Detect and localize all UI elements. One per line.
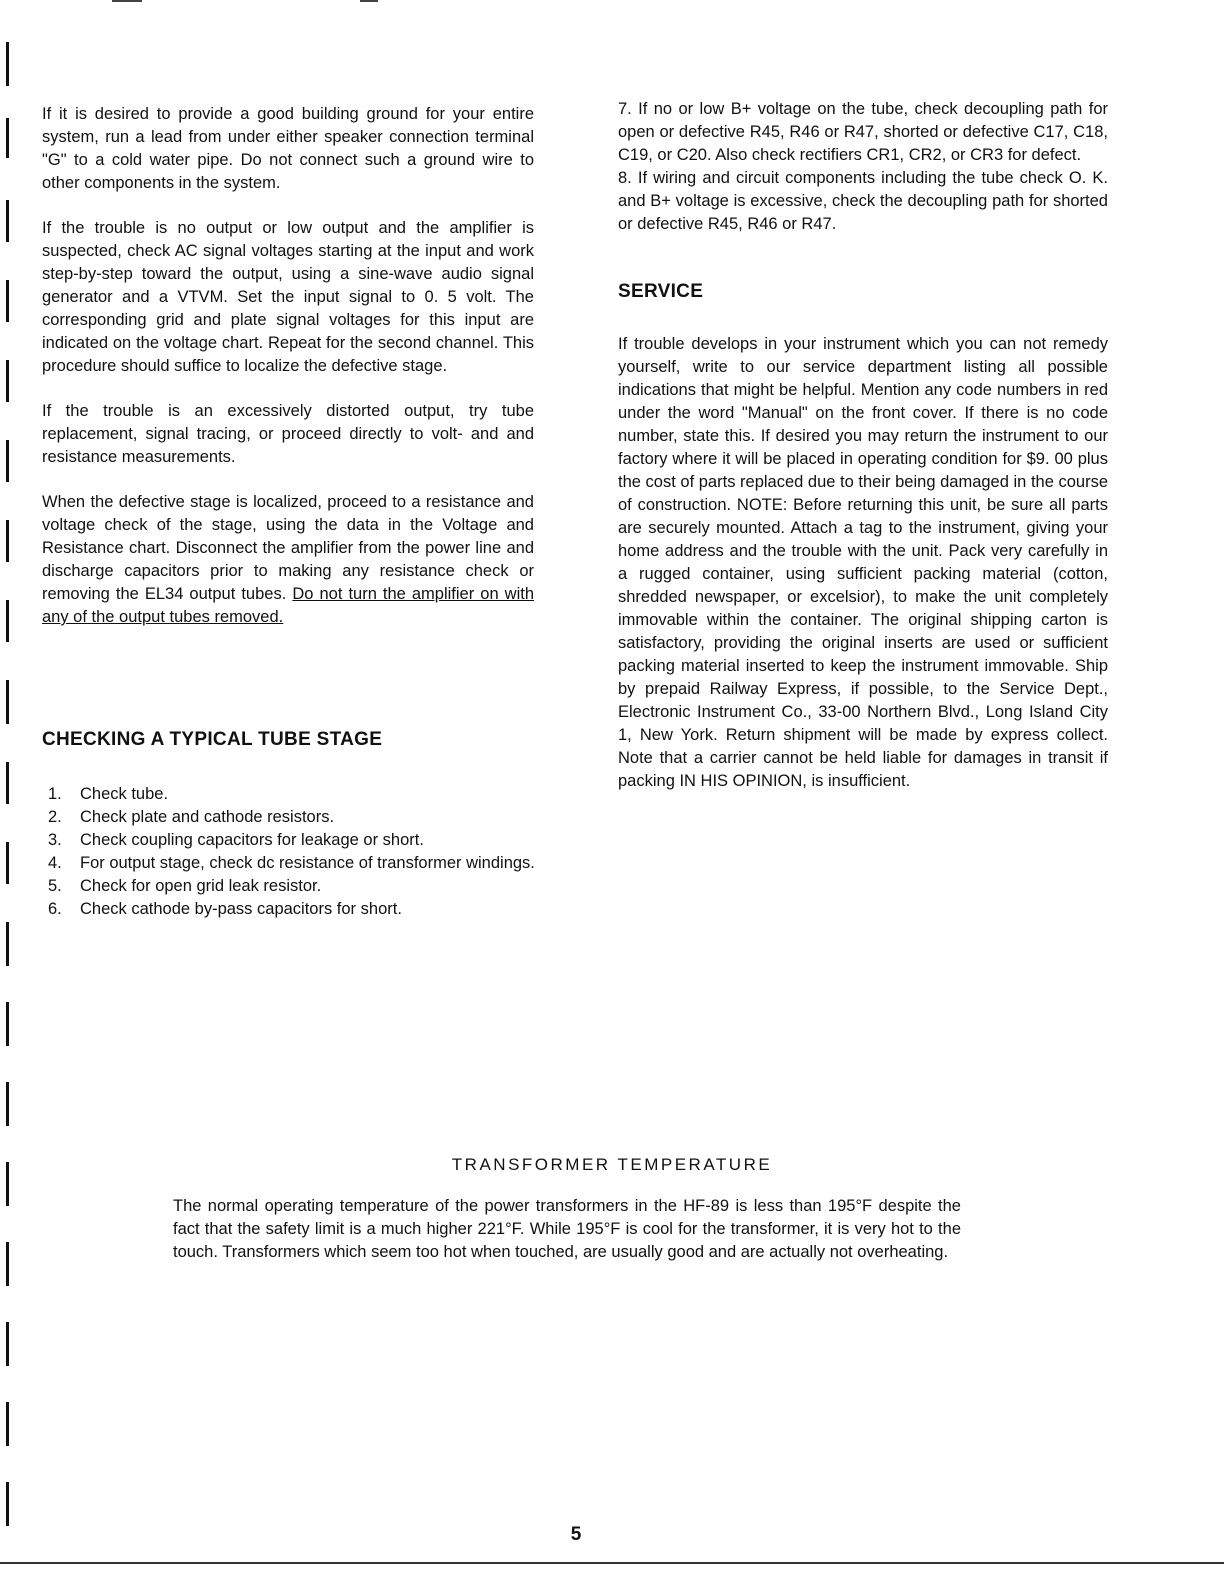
distorted-output-paragraph: If the trouble is an excessively distorted output, try tube replacement, signal tracing, or proceed directly to volt- and and resistance measurements. — [42, 402, 534, 466]
binding-mark — [6, 762, 9, 804]
binding-mark — [6, 118, 9, 158]
transformer-temperature-heading: TRANSFORMER TEMPERATURE — [451, 1155, 773, 1174]
step-number: 1. — [48, 785, 62, 803]
transformer-temperature-paragraph: The normal operating temperature of the power transformers in the HF-89 is less than 195°F despite the fact that the safety limit is a much higher 221°F. While 195°F is cool for the transformer, it is very hot to the touch. Transformers which seem too hot when touched, are usually good and are actually not overheating. — [173, 1197, 961, 1261]
service-paragraph: If trouble develops in your instrument which you can not remedy yourself, write to our service department listing all possible indications that might be helpful. Mention any code numbers in red under the word "Manual" on the front cover. If there is no code number, state this. If desired you may return the instrument to our factory where it will be placed in operating condition for $9. 00 plus the cost of parts replaced due to their being damaged in the course of construction. NOTE: Before returning this unit, be sure all parts are securely mounted. Attach a tag to the instrument, giving your home address and the trouble with the unit. Pack very carefully in a rugged container, using sufficient packing material (cotton, shredded newspaper, or excelsior), to make the unit completely immovable within the container. The original shipping carton is satisfactory, providing the original inserts are used or sufficient packing material inserted to keep the instrument immovable. Ship by prepaid Railway Express, if possible, to the Service Dept., Electronic Instrument Co., 33-00 Northern Blvd., Long Island City 1, New York. Return shipment will be made by express collect. Note that a carrier cannot be held liable for damages in transit if packing IN HIS OPINION, is insufficient. — [618, 335, 1108, 790]
binding-mark — [6, 1402, 9, 1446]
step-number: 4. — [48, 854, 62, 872]
binding-mark — [6, 1002, 9, 1046]
binding-mark — [6, 440, 9, 482]
list-item — [42, 806, 542, 829]
binding-mark — [6, 922, 9, 966]
binding-mark — [6, 520, 9, 562]
right-column — [618, 98, 1108, 815]
checking-tube-stage-heading: CHECKING A TYPICAL TUBE STAGE — [42, 729, 383, 750]
binding-mark — [6, 1322, 9, 1366]
list-item — [42, 898, 542, 921]
top-edge-mark — [112, 0, 142, 2]
left-column — [42, 103, 535, 918]
step-text: For output stage, check dc resistance of transformer windings. — [80, 854, 535, 872]
warning-underlined-text: Do not turn the amplifier on with any of the output tubes removed. — [42, 585, 534, 626]
no-output-paragraph: If the trouble is no output or low output and the amplifier is suspected, check AC signal voltages starting at the input and work step-by-step toward the output, using a sine-wave audio signal generator and a VTVM. Set the input signal to 0. 5 volt. The corresponding grid and plate signal voltages for this input are indicated on the voltage chart. Repeat for the second channel. This procedure should suffice to localize the defective stage. — [42, 219, 534, 375]
ground-paragraph: If it is desired to provide a good building ground for your entire system, run a lead from under either speaker connection terminal "G" to a cold water pipe. Do not connect such a ground wire to other components in the system. — [42, 105, 534, 192]
step-text: Check plate and cathode resistors. — [80, 808, 335, 826]
step-number: 5. — [48, 877, 62, 895]
step-text: Check coupling capacitors for leakage or short. — [80, 831, 424, 849]
binding-mark — [6, 1082, 9, 1126]
step-number: 2. — [48, 808, 62, 826]
defective-stage-text: When the defective stage is localized, proceed to a resistance and voltage check of the stage, using the data in the Voltage and Resistance chart. Disconnect the amplifier from the power line and discharge capacitors prior to making any resistance check or removing the EL34 output tubes. — [42, 493, 534, 603]
list-item — [42, 875, 542, 898]
step-number: 6. — [48, 900, 62, 918]
list-item — [42, 829, 542, 852]
binding-mark — [6, 280, 9, 322]
top-edge-mark — [360, 0, 378, 2]
binding-mark — [6, 360, 9, 402]
page-number: 5 — [570, 1524, 582, 1545]
service-heading: SERVICE — [618, 281, 704, 302]
bottom-edge-rule — [0, 1562, 1224, 1564]
step-text: Check tube. — [80, 785, 169, 803]
step-text: Check cathode by-pass capacitors for short. — [80, 900, 402, 918]
binding-mark — [6, 600, 9, 642]
binding-mark — [6, 42, 9, 86]
binding-mark — [6, 1242, 9, 1286]
tube-stage-steps-list — [42, 783, 542, 921]
binding-mark — [6, 842, 9, 884]
step-8-paragraph: 8. If wiring and circuit components including the tube check O. K. and B+ voltage is excessive, check the decoupling path for shorted or defective R45, R46 or R47. — [618, 169, 1108, 233]
binding-mark — [6, 680, 9, 724]
list-item — [42, 852, 542, 875]
step-text: Check for open grid leak resistor. — [80, 877, 322, 895]
binding-mark — [6, 200, 9, 242]
binding-mark — [6, 1482, 9, 1526]
defective-stage-paragraph — [42, 491, 534, 629]
step-7-paragraph: 7. If no or low B+ voltage on the tube, check decoupling path for open or defective R45, R46 or R47, shorted or defective C17, C18, C19, or C20. Also check rectifiers CR1, CR2, or CR3 for defect. — [618, 100, 1108, 164]
list-item — [42, 783, 542, 806]
step-number: 3. — [48, 831, 62, 849]
